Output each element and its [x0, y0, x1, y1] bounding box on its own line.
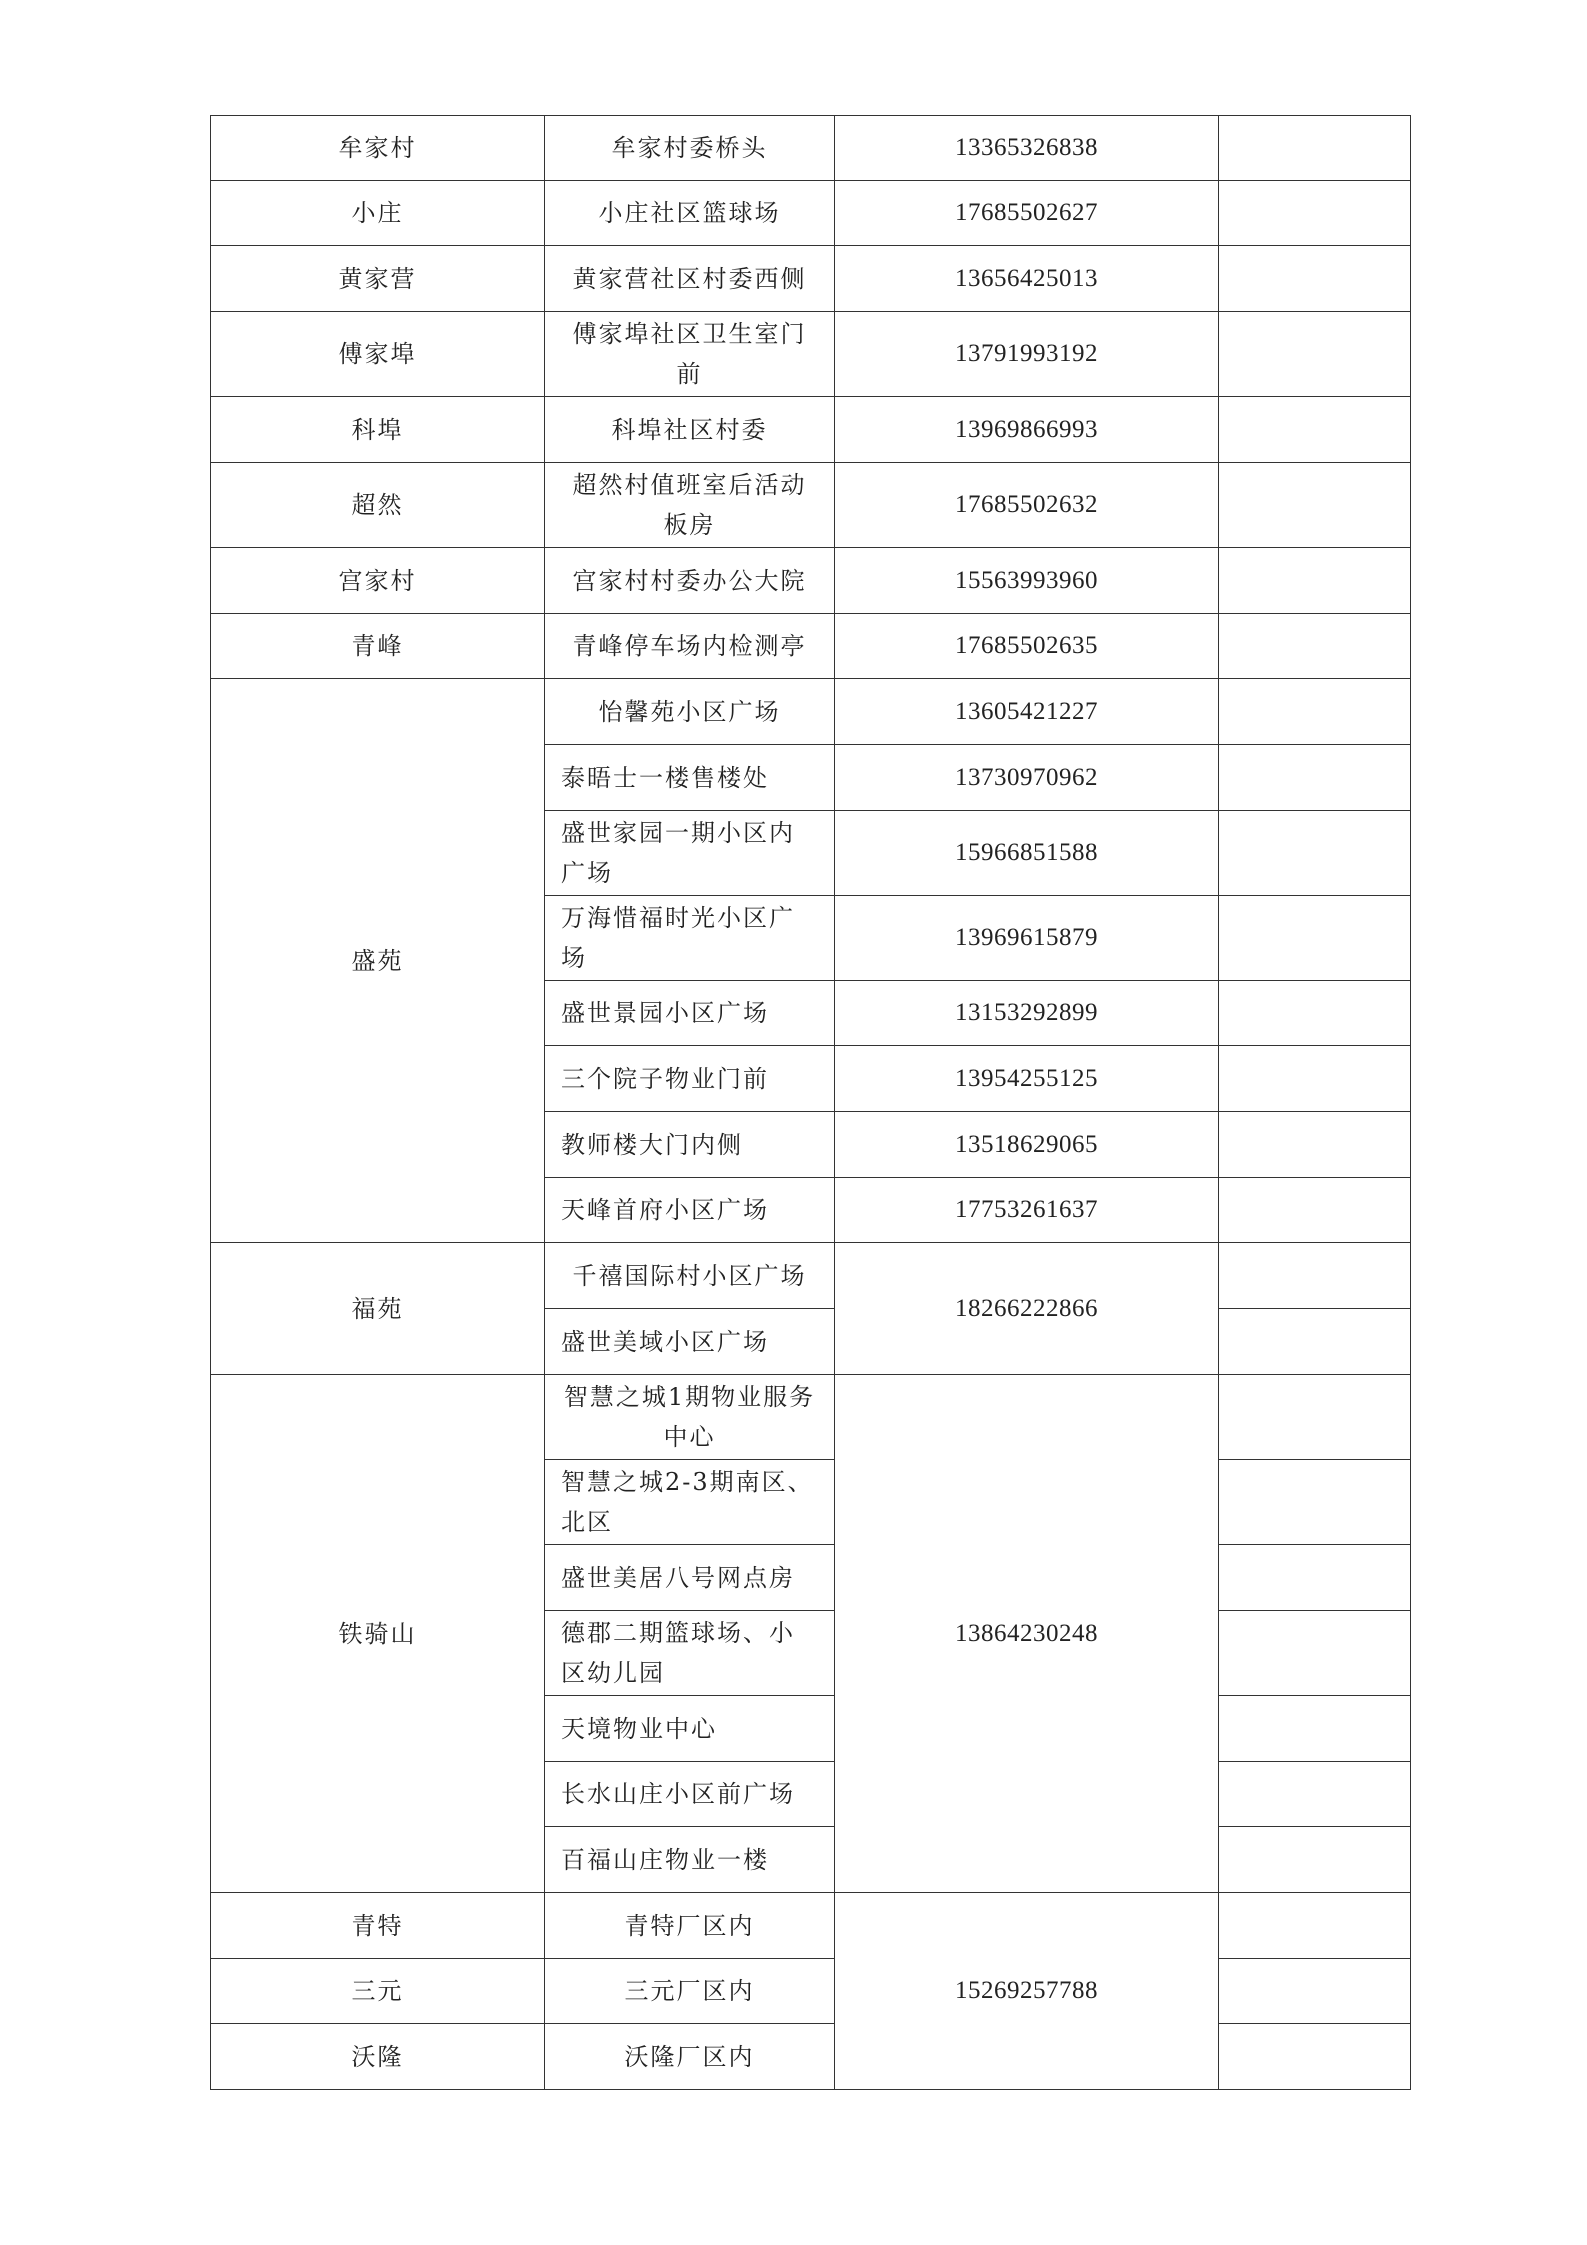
table-row — [211, 246, 1411, 312]
phone-cell: 17753261637 — [835, 1178, 1219, 1243]
location-cell: 教师楼大门内侧 — [545, 1112, 835, 1178]
area-cell: 盛苑 — [211, 679, 545, 1243]
location-cell: 千禧国际村小区广场 — [545, 1243, 835, 1309]
location-cell: 三个院子物业门前 — [545, 1046, 835, 1112]
phone-cell: 15269257788 — [835, 1893, 1219, 2090]
note-cell — [1219, 745, 1411, 811]
phone-cell: 18266222866 — [835, 1243, 1219, 1375]
location-cell: 智慧之城1期物业服务中心 — [545, 1375, 835, 1460]
note-cell — [1219, 1959, 1411, 2024]
table-row — [211, 679, 1411, 745]
note-cell — [1219, 246, 1411, 312]
location-cell: 牟家村委桥头 — [545, 116, 835, 181]
note-cell — [1219, 1545, 1411, 1611]
note-cell — [1219, 1112, 1411, 1178]
area-cell: 三元 — [211, 1959, 545, 2024]
note-cell — [1219, 614, 1411, 679]
area-cell: 科埠 — [211, 397, 545, 463]
table-row — [211, 1893, 1411, 1959]
area-cell: 福苑 — [211, 1243, 545, 1375]
location-cell: 青峰停车场内检测亭 — [545, 614, 835, 679]
phone-cell: 13365326838 — [835, 116, 1219, 181]
phone-cell: 13656425013 — [835, 246, 1219, 312]
phone-cell: 13153292899 — [835, 981, 1219, 1046]
note-cell — [1219, 679, 1411, 745]
note-cell — [1219, 1696, 1411, 1762]
note-cell — [1219, 116, 1411, 181]
location-cell: 傅家埠社区卫生室门前 — [545, 312, 835, 397]
phone-cell: 17685502635 — [835, 614, 1219, 679]
location-cell: 科埠社区村委 — [545, 397, 835, 463]
note-cell — [1219, 1309, 1411, 1375]
location-cell: 盛世美居八号网点房 — [545, 1545, 835, 1611]
location-cell: 沃隆厂区内 — [545, 2024, 835, 2090]
table-row — [211, 1959, 1411, 2024]
note-cell — [1219, 1375, 1411, 1460]
table-row — [211, 463, 1411, 548]
phone-cell: 13969866993 — [835, 397, 1219, 463]
location-cell: 小庄社区篮球场 — [545, 181, 835, 246]
location-cell: 智慧之城2-3期南区、北区 — [545, 1460, 835, 1545]
note-cell — [1219, 1046, 1411, 1112]
area-cell: 青特 — [211, 1893, 545, 1959]
testing-sites-table — [210, 115, 1411, 2090]
location-cell: 三元厂区内 — [545, 1959, 835, 2024]
area-cell: 黄家营 — [211, 246, 545, 312]
location-cell: 天峰首府小区广场 — [545, 1178, 835, 1243]
table-row — [211, 181, 1411, 246]
note-cell — [1219, 1243, 1411, 1309]
phone-cell: 13969615879 — [835, 896, 1219, 981]
note-cell — [1219, 2024, 1411, 2090]
note-cell — [1219, 1460, 1411, 1545]
table-row — [211, 2024, 1411, 2090]
table-row — [211, 614, 1411, 679]
note-cell — [1219, 1762, 1411, 1827]
phone-cell: 13518629065 — [835, 1112, 1219, 1178]
phone-cell: 13954255125 — [835, 1046, 1219, 1112]
phone-cell: 15563993960 — [835, 548, 1219, 614]
location-cell: 黄家营社区村委西侧 — [545, 246, 835, 312]
phone-cell: 15966851588 — [835, 811, 1219, 896]
note-cell — [1219, 896, 1411, 981]
location-cell: 万海惜福时光小区广场 — [545, 896, 835, 981]
note-cell — [1219, 1827, 1411, 1893]
phone-cell: 17685502627 — [835, 181, 1219, 246]
phone-cell: 13791993192 — [835, 312, 1219, 397]
note-cell — [1219, 1611, 1411, 1696]
table-row — [211, 312, 1411, 397]
table-row — [211, 1375, 1411, 1460]
area-cell: 宫家村 — [211, 548, 545, 614]
location-cell: 盛世美域小区广场 — [545, 1309, 835, 1375]
location-cell: 长水山庄小区前广场 — [545, 1762, 835, 1827]
location-cell: 天境物业中心 — [545, 1696, 835, 1762]
area-cell: 牟家村 — [211, 116, 545, 181]
area-cell: 青峰 — [211, 614, 545, 679]
location-cell: 盛世景园小区广场 — [545, 981, 835, 1046]
note-cell — [1219, 811, 1411, 896]
note-cell — [1219, 312, 1411, 397]
note-cell — [1219, 397, 1411, 463]
area-cell: 铁骑山 — [211, 1375, 545, 1893]
location-cell: 青特厂区内 — [545, 1893, 835, 1959]
location-cell: 百福山庄物业一楼 — [545, 1827, 835, 1893]
area-cell: 小庄 — [211, 181, 545, 246]
note-cell — [1219, 1893, 1411, 1959]
table-row — [211, 397, 1411, 463]
table-row — [211, 548, 1411, 614]
note-cell — [1219, 1178, 1411, 1243]
location-cell: 宫家村村委办公大院 — [545, 548, 835, 614]
area-cell: 沃隆 — [211, 2024, 545, 2090]
note-cell — [1219, 981, 1411, 1046]
area-cell: 超然 — [211, 463, 545, 548]
table-row — [211, 1243, 1411, 1309]
area-cell: 傅家埠 — [211, 312, 545, 397]
location-cell: 超然村值班室后活动板房 — [545, 463, 835, 548]
table-row — [211, 116, 1411, 181]
note-cell — [1219, 548, 1411, 614]
location-cell: 怡馨苑小区广场 — [545, 679, 835, 745]
phone-cell: 13730970962 — [835, 745, 1219, 811]
note-cell — [1219, 181, 1411, 246]
note-cell — [1219, 463, 1411, 548]
location-cell: 泰晤士一楼售楼处 — [545, 745, 835, 811]
phone-cell: 13605421227 — [835, 679, 1219, 745]
phone-cell: 13864230248 — [835, 1375, 1219, 1893]
phone-cell: 17685502632 — [835, 463, 1219, 548]
location-cell: 盛世家园一期小区内广场 — [545, 811, 835, 896]
location-cell: 德郡二期篮球场、小区幼儿园 — [545, 1611, 835, 1696]
